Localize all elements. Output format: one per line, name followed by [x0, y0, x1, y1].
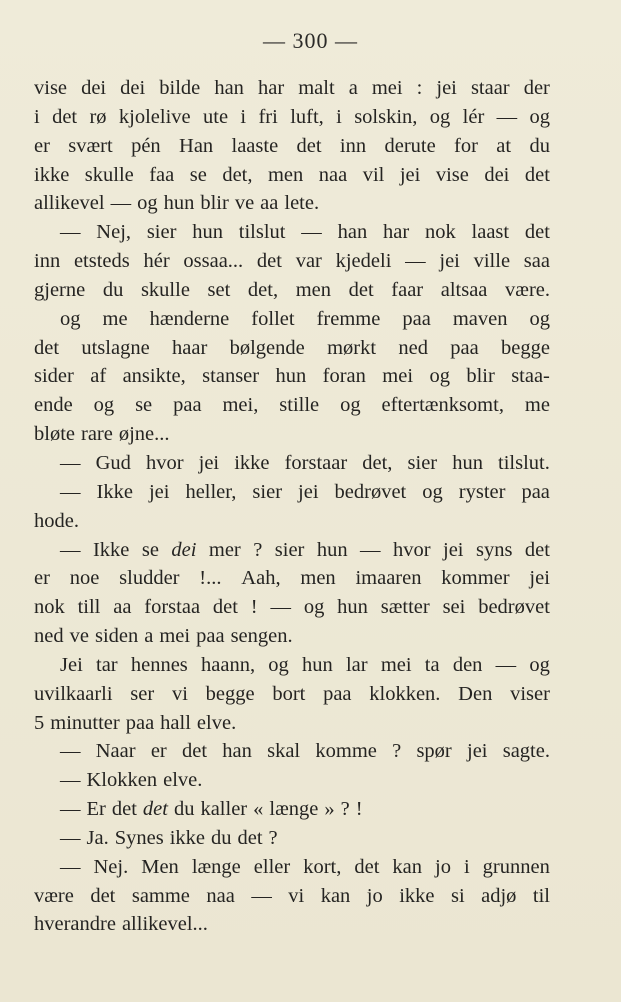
text-line: ende og se paa mei, stille og eftertænksomt, me — [34, 394, 550, 417]
text-line: nok till aa forstaa det ! — og hun sætter sei bedrøvet — [34, 596, 550, 619]
text-line: allikevel — og hun blir ve aa lete. — [34, 192, 320, 215]
text-line: — Gud hvor jei ikke forstaar det, sier hun tilslut. — [60, 451, 550, 474]
text-line: — Klokken elve. — [60, 769, 203, 792]
text-line: — Ja. Synes ikke du det ? — [60, 826, 278, 849]
text-line: — Ikke se dei mer ? sier hun — hvor jei syns det — [60, 538, 550, 561]
text-line: i det rø kjolelive ute i fri luft, i solskin, og lér — og — [34, 105, 550, 128]
text-line: hode. — [34, 509, 79, 532]
text-line: er svært pén Han laaste det inn derute for at du — [34, 134, 550, 157]
text-line: vise dei dei bilde han har malt a mei : jei staar der — [34, 77, 550, 99]
text-line: — Naar er det han skal komme ? spør jei sagte. — [60, 740, 550, 763]
text-line: — Ikke jei heller, sier jei bedrøvet og ryster paa — [60, 480, 550, 503]
text-line: det utslagne haar bølgende mørkt ned paa begge — [34, 336, 550, 359]
page-number: — 300 — — [263, 28, 358, 53]
text-line: — Er det det du kaller « længe » ? ! — [60, 798, 363, 821]
text-line: — Nej, sier hun tilslut — han har nok laast det — [60, 221, 550, 244]
text-line: inn etsteds hér ossaa... det var kjedeli — jei ville saa — [34, 250, 550, 273]
text-line: — Nej. Men længe eller kort, det kan jo i grunnen — [60, 855, 550, 878]
body-text — [34, 74, 550, 939]
text-line: er noe sludder !... Aah, men imaaren kommer jei — [34, 567, 550, 590]
text-line: ned ve siden a mei paa sengen. — [34, 625, 293, 648]
text-line: være det samme naa — vi kan jo ikke si adjø til — [34, 884, 550, 907]
text-line: sider af ansikte, stanser hun foran mei og blir staa- — [34, 365, 550, 388]
text-line: uvilkaarli ser vi begge bort paa klokken. Den viser — [34, 682, 550, 705]
text-line: ikke skulle faa se det, men naa vil jei vise dei det — [34, 163, 550, 186]
text-line: hverandre allikevel... — [34, 913, 208, 936]
text-line: gjerne du skulle set det, men det faar altsaa være. — [34, 278, 550, 301]
text-line: Jei tar hennes haann, og hun lar mei ta den — og — [60, 653, 550, 676]
text-line: bløte rare øjne... — [34, 423, 170, 446]
text-line: 5 minutter paa hall elve. — [34, 711, 237, 734]
text-line: og me hænderne follet fremme paa maven og — [60, 307, 550, 330]
